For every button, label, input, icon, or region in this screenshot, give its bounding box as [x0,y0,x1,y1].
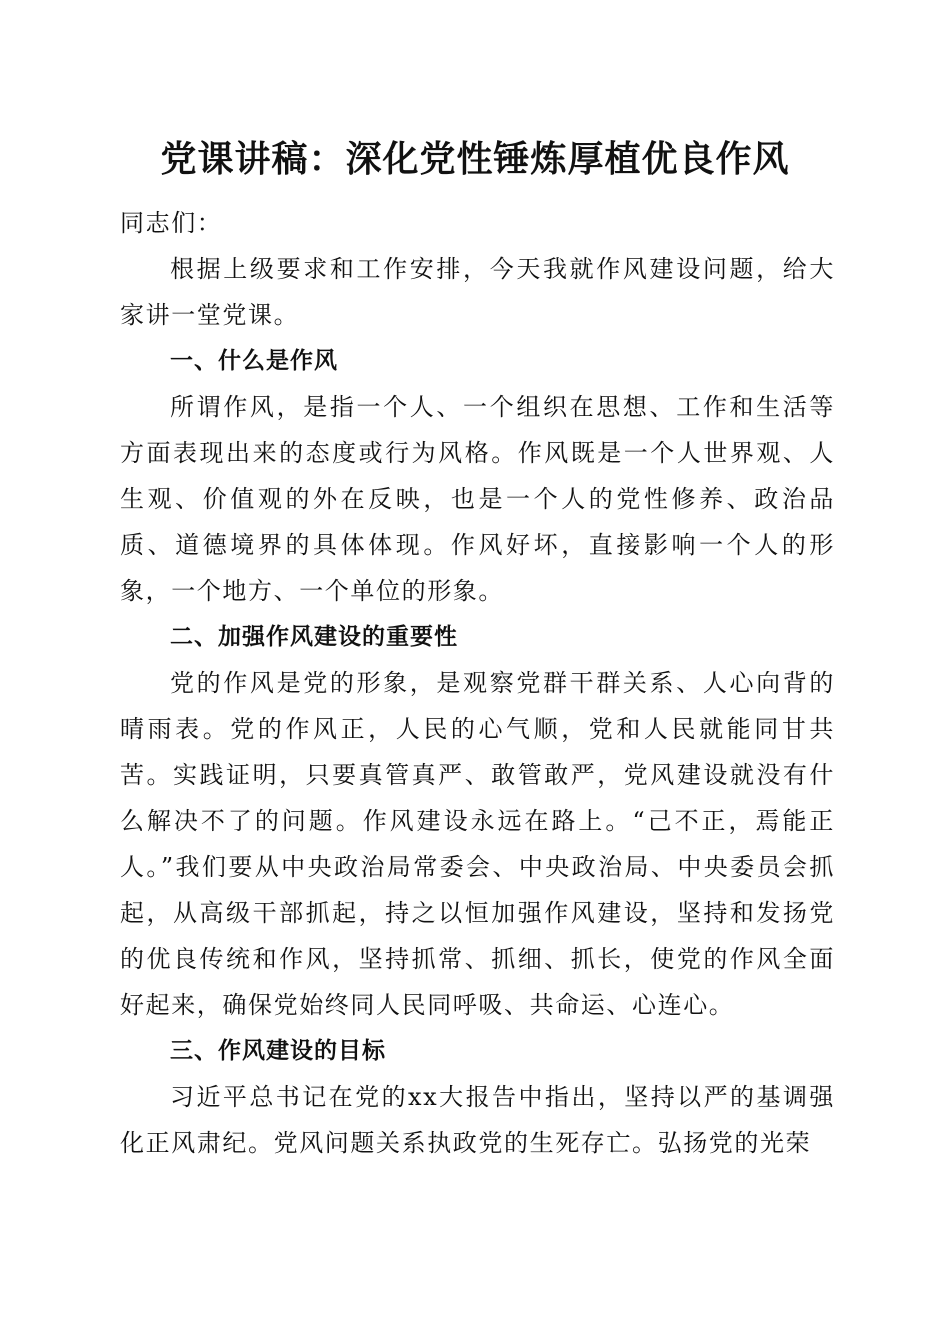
intro-paragraph: 根据上级要求和工作安排，今天我就作风建设问题，给大家讲一堂党课。 [120,255,835,329]
document-body [120,200,835,1166]
section-heading-1: 一、什么是作风 [170,348,338,374]
greeting: 同志们： [120,209,223,237]
section-heading-2: 二、加强作风建设的重要性 [170,624,458,650]
section-paragraph-3: 习近平总书记在党的xx大报告中指出，坚持以严的基调强化正风肃纪。党风问题关系执政党的生死存亡。弘扬党的光荣 [120,1083,835,1157]
section-paragraph-2: 党的作风是党的形象，是观察党群干群关系、人心向背的晴雨表。党的作风正，人民的心气顺，党和人民就能同甘共苦。实践证明，只要真管真严、敢管敢严，党风建设就没有什么解决不了的问题。作风建设永远在路上。“己不正，焉能正人。”我们要从中央政治局常委会、中央政治局、中央委员会抓起，从高级干部抓起，持之以恒加强作风建设，坚持和发扬党的优良传统和作风，坚持抓常、抓细、抓长，使党的作风全面好起来，确保党始终同人民同呼吸、共命运、心连心。 [120,669,835,1019]
section-paragraph-1: 所谓作风，是指一个人、一个组织在思想、工作和生活等方面表现出来的态度或行为风格。作风既是一个人世界观、人生观、价值观的外在反映，也是一个人的党性修养、政治品质、道德境界的具体体现。作风好坏，直接影响一个人的形象，一个地方、一个单位的形象。 [120,393,835,605]
section-heading-3: 三、作风建设的目标 [170,1038,386,1064]
document-title: 党课讲稿：深化党性锤炼厚植优良作风 [160,139,790,180]
